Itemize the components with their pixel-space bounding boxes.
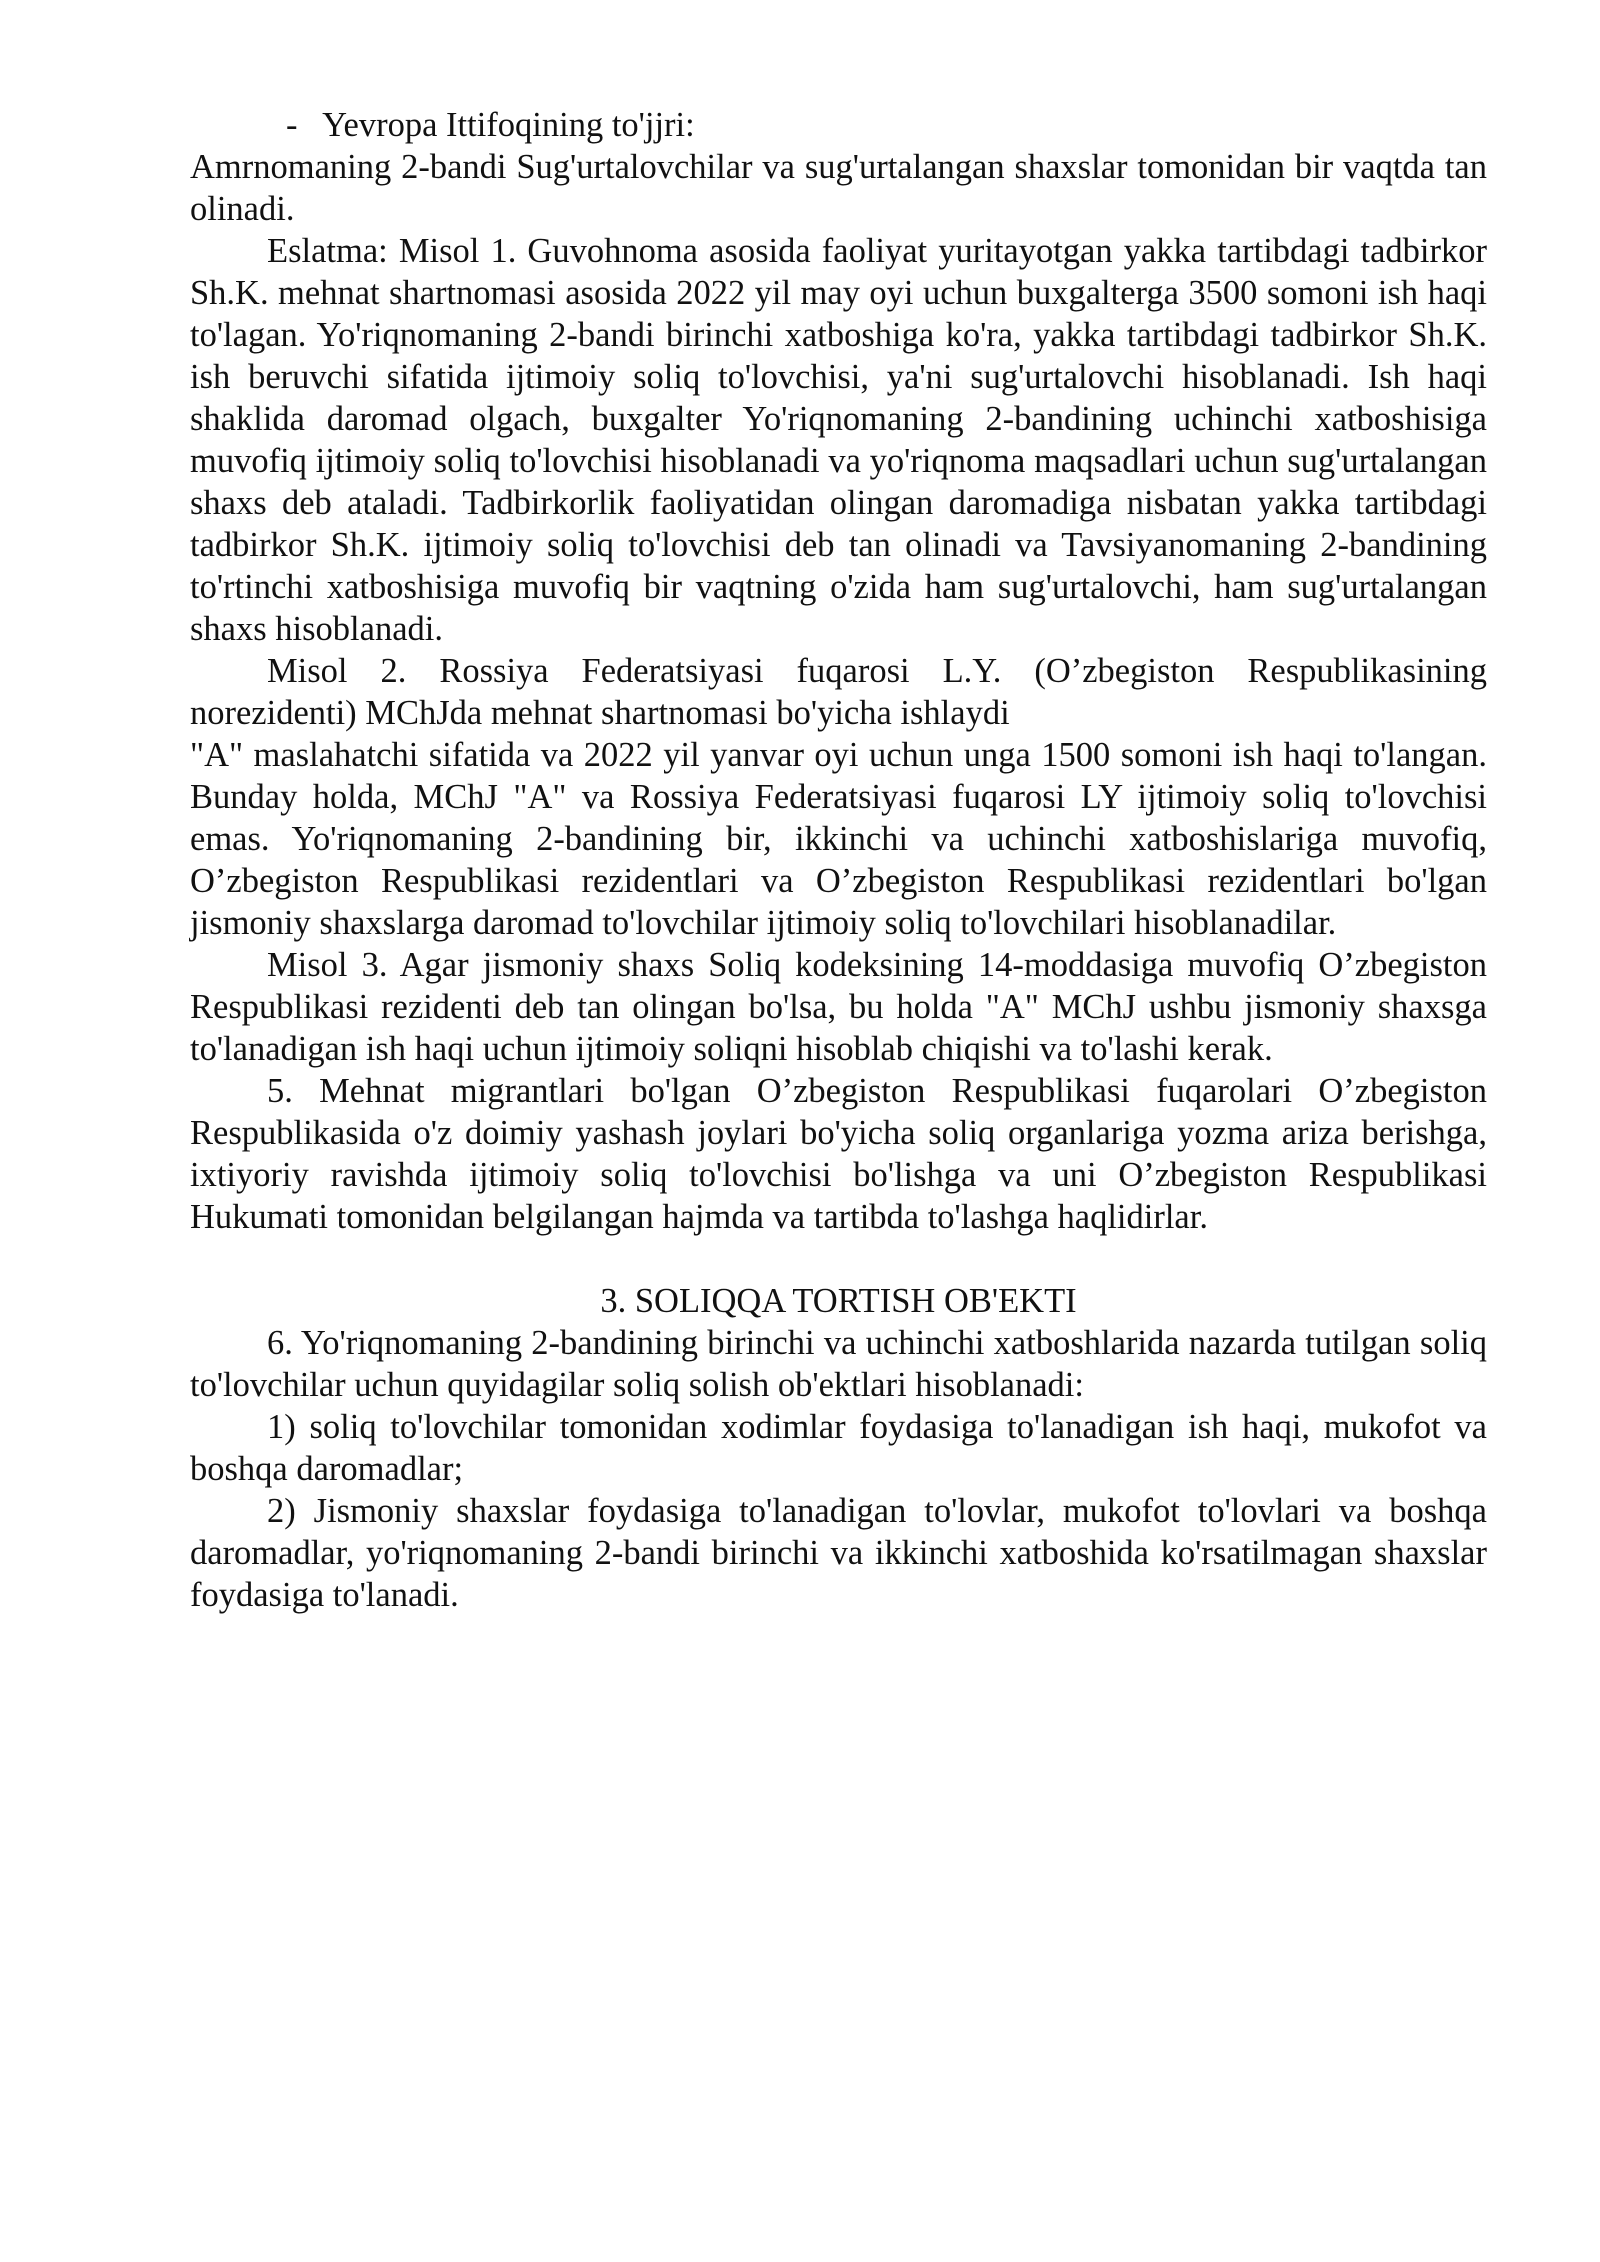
document-page — [190, 104, 1487, 1616]
paragraph-example-2-start: Misol 2. Rossiya Federatsiyasi fuqarosi L.Y. (O’zbegiston Respublikasining norezidenti) MChJda mehnat shartnomasi bo'yicha ishlaydi — [190, 652, 1487, 732]
paragraph-item-5: 5. Mehnat migrantlari bo'lgan O’zbegiston Respublikasi fuqarolari O’zbegiston Respublikasida o'z doimiy yashash joylari bo'yicha soliq organlariga yozma ariza berishga, ixtiyoriy ravishda ijtimoiy soliq to'lovchisi bo'lishga va uni O’zbegiston Respublikasi Hukumati tomonidan belgilangan hajmda va tartibda to'lashga haqlidirlar. — [190, 1072, 1487, 1236]
paragraph-subitem-2: 2) Jismoniy shaxslar foydasiga to'lanadigan to'lovlar, mukofot to'lovlari va boshqa daromadlar, yo'riqnomaning 2-bandi birinchi va ikkinchi xatboshida ko'rsatilmagan shaxslar foydasiga to'lanadi. — [190, 1492, 1487, 1614]
paragraph-example-3: Misol 3. Agar jismoniy shaxs Soliq kodeksining 14-moddasiga muvofiq O’zbegiston Respublikasi rezidenti deb tan olingan bo'lsa, bu holda "A" MChJ ushbu jismoniy shaxsga to'lanadigan ish haqi uchun ijtimoiy soliqni hisoblab chiqishi va to'lashi kerak. — [190, 946, 1487, 1068]
paragraph-note-example-1: Eslatma: Misol 1. Guvohnoma asosida faoliyat yuritayotgan yakka tartibdagi tadbirkor Sh.K. mehnat shartnomasi asosida 2022 yil may oyi uchun buxgalterga 3500 somoni ish haqi to'lagan. Yo'riqnomaning 2-bandi birinchi xatboshiga ko'ra, yakka tartibdagi tadbirkor Sh.K. ish beruvchi sifatida ijtimoiy soliq to'lovchisi, ya'ni sug'urtalovchi hisoblanadi. Ish haqi shaklida daromad olgach, buxgalter Yo'riqnomaning 2-bandining uchinchi xatboshisiga muvofiq ijtimoiy soliq to'lovchisi hisoblanadi va yo'riqnoma maqsadlari uchun sug'urtalangan shaxs deb ataladi. Tadbirkorlik faoliyatidan olingan daromadiga nisbatan yakka tartibdagi tadbirkor Sh.K. ijtimoiy soliq to'lovchisi deb tan olinadi va Tavsiyanomaning 2-bandining to'rtinchi xatboshisiga muvofiq bir vaqtning o'zida ham sug'urtalovchi, ham sug'urtalangan shaxs hisoblanadi. — [190, 232, 1487, 648]
paragraph-acknowledgement: Amrnomaning 2-bandi Sug'urtalovchilar va sug'urtalangan shaxslar tomonidan bir vaqtda tan olinadi. — [190, 148, 1487, 228]
section-heading: 3. SOLIQQA TORTISH OB'EKTI — [600, 1282, 1077, 1320]
paragraph-example-2-continued: "A" maslahatchi sifatida va 2022 yil yanvar oyi uchun unga 1500 somoni ish haqi to'langan. Bunday holda, MChJ "A" va Rossiya Federatsiyasi fuqarosi LY ijtimoiy soliq to'lovchisi emas. Yo'riqnomaning 2-bandining bir, ikkinchi va uchinchi xatboshislariga muvofiq, O’zbegiston Respublikasi rezidentlari va O’zbegiston Respublikasi rezidentlari bo'lgan jismoniy shaxslarga daromad to'lovchilar ijtimoiy soliq to'lovchilari hisoblanadilar. — [190, 736, 1487, 942]
paragraph-subitem-1: 1) soliq to'lovchilar tomonidan xodimlar foydasiga to'lanadigan ish haqi, mukofot va boshqa daromadlar; — [190, 1408, 1487, 1488]
paragraph-item-6: 6. Yo'riqnomaning 2-bandining birinchi va uchinchi xatboshlarida nazarda tutilgan soliq to'lovchilar uchun quyidagilar soliq solish ob'ektlari hisoblanadi: — [190, 1324, 1487, 1404]
bullet-line: - Yevropa Ittifoqining to'jjri: — [286, 106, 695, 144]
